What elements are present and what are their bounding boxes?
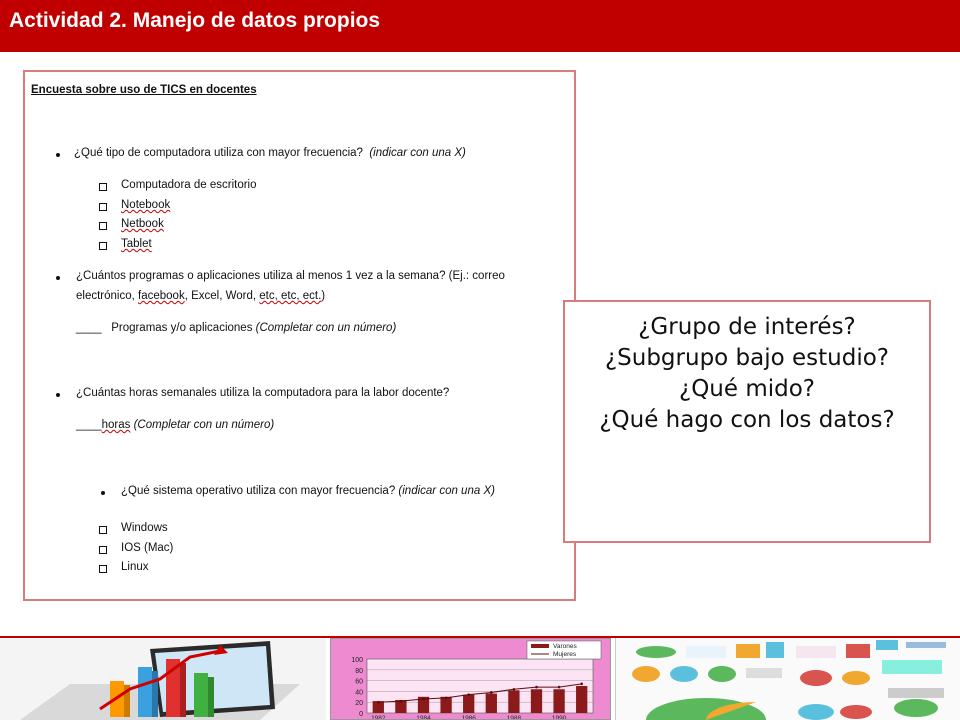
y-tick-label: 60 <box>355 678 363 686</box>
questions-callout <box>563 300 931 543</box>
laptop-chart-illustration <box>0 639 326 720</box>
question-1: ¿Qué tipo de computadora utiliza con mayor frecuencia? (indicar con una X) <box>74 147 466 159</box>
point-mujeres <box>535 686 538 689</box>
question-2-line-1: ¿Cuántos programas o aplicaciones utiliza al menos 1 vez a la semana? (Ej.: correo <box>76 270 505 282</box>
x-tick-label: 1982 <box>371 715 386 720</box>
bullet-q2 <box>56 276 60 280</box>
x-tick-label: 1984 <box>416 715 431 720</box>
point-mujeres <box>490 691 493 694</box>
checkbox-tablet[interactable] <box>99 242 107 250</box>
x-tick-label: 1990 <box>551 715 567 720</box>
checkbox-notebook[interactable] <box>99 203 107 211</box>
bar-varones <box>486 694 497 713</box>
survey-title: Encuesta sobre uso de TICS en docentes <box>31 84 257 96</box>
option-windows: Windows <box>121 522 168 534</box>
y-tick-label: 80 <box>355 667 363 675</box>
legend-label-varones: Varones <box>553 643 577 650</box>
answer-2: ____ Programas y/o aplicaciones (Completar con un número) <box>76 322 397 334</box>
y-tick-label: 40 <box>355 689 363 697</box>
bar-varones <box>440 697 451 713</box>
callout-line-4: ¿Qué hago con los datos? <box>599 407 895 433</box>
bar-varones <box>531 689 542 713</box>
y-tick-label: 0 <box>359 711 363 718</box>
y-tick-label: 100 <box>351 657 363 664</box>
bar-varones <box>463 695 474 713</box>
x-tick-label: 1988 <box>506 715 522 720</box>
question-2-line-2: electrónico, facebook, Excel, Word, etc, etc, ect.) <box>76 290 326 302</box>
bullet-q1 <box>56 153 60 157</box>
bullet-q4 <box>101 491 105 495</box>
slide-title: Actividad 2. Manejo de datos propios <box>9 9 381 32</box>
checkbox-ios[interactable] <box>99 546 107 554</box>
laptop-chart-image <box>0 639 326 720</box>
option-desktop: Computadora de escritorio <box>121 179 257 191</box>
option-ios: IOS (Mac) <box>121 542 174 554</box>
y-tick-label: 20 <box>355 700 363 708</box>
bar-varones <box>576 686 587 713</box>
option-notebook: Notebook <box>121 199 171 211</box>
checkbox-netbook[interactable] <box>99 222 107 230</box>
point-mujeres <box>467 693 470 696</box>
checkbox-linux[interactable] <box>99 565 107 573</box>
infographic-illustration <box>616 638 960 720</box>
checkbox-windows[interactable] <box>99 526 107 534</box>
point-mujeres <box>580 683 583 686</box>
survey-document <box>23 70 576 601</box>
point-mujeres <box>422 698 425 701</box>
legend-swatch-varones <box>531 644 549 648</box>
bar-varones <box>508 690 519 713</box>
point-mujeres <box>513 688 516 691</box>
checkbox-desktop[interactable] <box>99 183 107 191</box>
point-mujeres <box>400 700 403 703</box>
legend-label-mujeres: Mujeres <box>553 651 577 658</box>
infographic-image <box>615 638 960 720</box>
callout-line-1: ¿Grupo de interés? <box>638 314 856 340</box>
point-mujeres <box>445 697 448 700</box>
answer-3: ____horas (Completar con un número) <box>76 419 275 431</box>
gender-chart-image <box>330 638 611 720</box>
option-netbook: Netbook <box>121 218 164 230</box>
point-mujeres <box>377 701 380 704</box>
option-tablet: Tablet <box>121 238 152 250</box>
bar-varones <box>553 689 564 713</box>
callout-line-2: ¿Subgrupo bajo estudio? <box>604 345 890 371</box>
header-bar <box>0 0 960 52</box>
callout-line-3: ¿Qué mido? <box>678 376 816 402</box>
bullet-q3 <box>56 393 60 397</box>
point-mujeres <box>558 686 561 689</box>
gender-chart <box>331 639 611 720</box>
question-4: ¿Qué sistema operativo utiliza con mayor frecuencia? (indicar con una X) <box>121 485 495 497</box>
x-tick-label: 1986 <box>461 715 476 720</box>
question-3: ¿Cuántas horas semanales utiliza la computadora para la labor docente? <box>76 387 450 399</box>
option-linux: Linux <box>121 561 149 573</box>
